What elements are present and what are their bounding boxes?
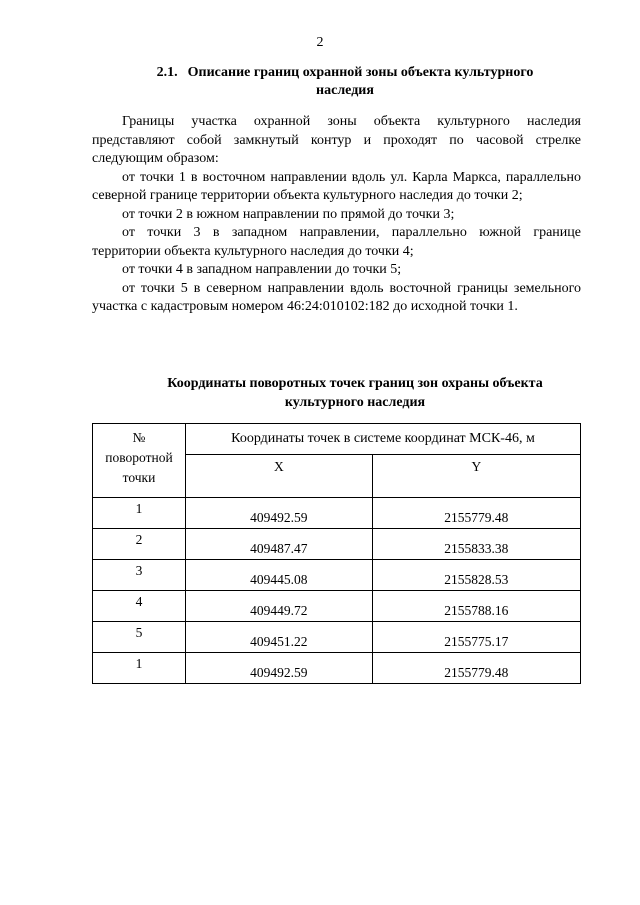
- header-num-line3: точки: [122, 470, 156, 485]
- cell-x: 409487.47: [186, 529, 373, 560]
- cell-x: 409451.22: [186, 622, 373, 653]
- cell-x: 409449.72: [186, 591, 373, 622]
- page-number: 2: [316, 35, 324, 50]
- cell-x: 409445.08: [186, 560, 373, 591]
- coordinates-table: [92, 423, 581, 684]
- header-y: Y: [372, 455, 580, 498]
- cell-y: 2155828.53: [372, 560, 580, 591]
- header-point-number: [93, 424, 186, 498]
- table-title-line2: культурного наследия: [284, 395, 426, 410]
- cell-y: 2155833.38: [372, 529, 580, 560]
- table-row: [93, 560, 581, 591]
- header-x: X: [186, 455, 373, 498]
- table-title: [120, 374, 590, 412]
- paragraph-segment-5-1: от точки 5 в северном направлении вдоль восточной границы земельного участка с кадастровым номером 46:24:010102:182 до исходной точки 1.: [92, 280, 581, 314]
- header-num-line2: поворотной: [105, 450, 173, 465]
- paragraph-segment-2-3: от точки 2 в южном направлении по прямой до точки 3;: [122, 206, 455, 222]
- body-text: [92, 113, 581, 317]
- table-row: [93, 529, 581, 560]
- paragraph-segment-3-4: от точки 3 в западном направлении, параллельно южной границе территории объекта культурного наследия до точки 4;: [92, 225, 581, 259]
- cell-point: 5: [93, 622, 186, 653]
- table-header-row: [93, 424, 581, 455]
- cell-x: 409492.59: [186, 498, 373, 529]
- header-coordinates: Координаты точек в системе координат МСК-46, м: [186, 424, 581, 455]
- cell-y: 2155788.16: [372, 591, 580, 622]
- cell-y: 2155779.48: [372, 498, 580, 529]
- cell-y: 2155775.17: [372, 622, 580, 653]
- section-title: [130, 64, 560, 100]
- cell-point: 1: [93, 653, 186, 684]
- paragraph-segment-4-5: от точки 4 в западном направлении до точки 5;: [122, 262, 402, 277]
- cell-y: 2155779.48: [372, 653, 580, 684]
- table-row: [93, 498, 581, 529]
- table-row: [93, 653, 581, 684]
- section-number: 2.1.: [156, 65, 178, 80]
- section-title-line2: наследия: [316, 83, 374, 98]
- table-row: [93, 591, 581, 622]
- cell-point: 4: [93, 591, 186, 622]
- cell-x: 409492.59: [186, 653, 373, 684]
- cell-point: 1: [93, 498, 186, 529]
- paragraph-segment-1-2: от точки 1 в восточном направлении вдоль ул. Карла Маркса, параллельно северной границе территории объекта культурного наследия до точки 2;: [92, 169, 581, 203]
- header-num-line1: №: [132, 430, 146, 445]
- table-title-line1: Координаты поворотных точек границ зон охраны объекта: [167, 376, 543, 391]
- paragraph-intro: Границы участка охранной зоны объекта культурного наследия представляют собой замкнутый контур и проходят по часовой стрелке следующим образом:: [92, 114, 581, 166]
- section-title-line1: Описание границ охранной зоны объекта культурного: [187, 65, 534, 80]
- cell-point: 3: [93, 560, 186, 591]
- table-row: [93, 622, 581, 653]
- cell-point: 2: [93, 529, 186, 560]
